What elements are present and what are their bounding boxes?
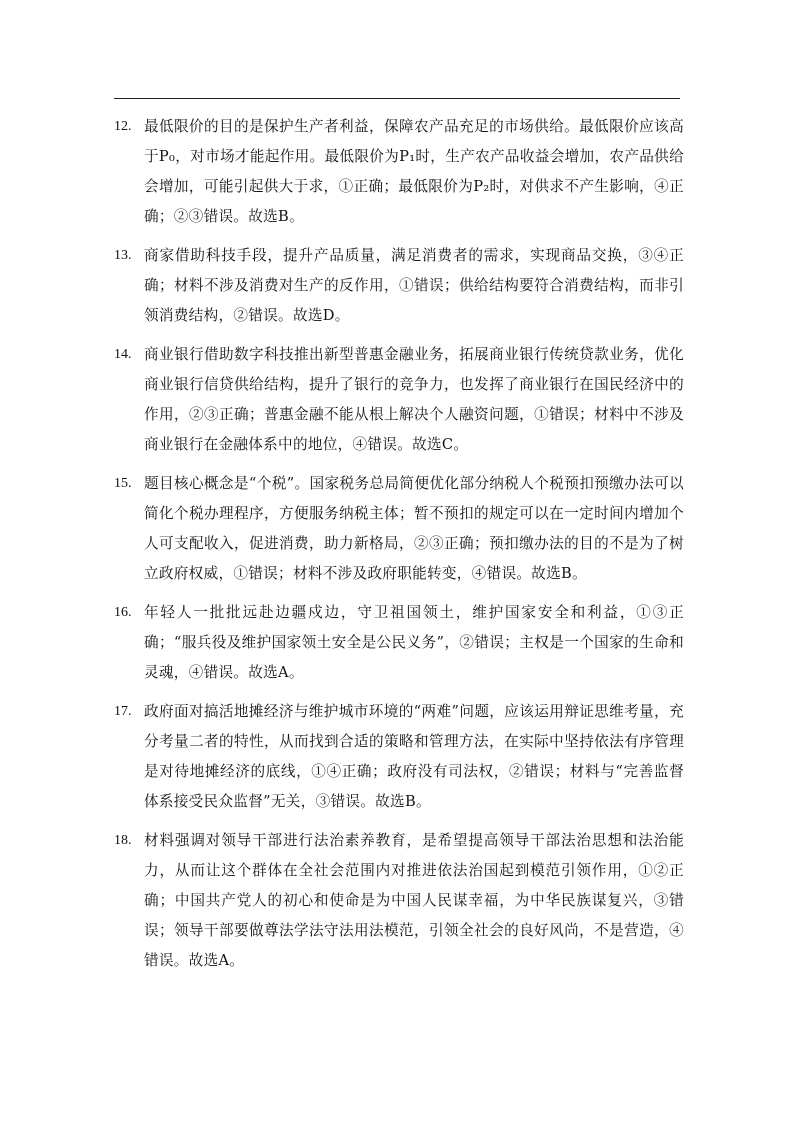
answer-text: 商家借助科技手段，提升产品质量，满足消费者的需求，实现商品交换，③④正确；材料不涉及消费对生产的反作用，①错误；供给结构要符合消费结构，而非引领消费结构，②错误。故选D。 bbox=[144, 247, 684, 324]
answer-text: 商业银行借助数字科技推出新型普惠金融业务，拓展商业银行传统贷款业务，优化商业银行信贷供给结构，提升了银行的竞争力，也发挥了商业银行在国民经济中的作用，②③正确；普惠金融不能从根上解决个人融资问题，①错误；材料中不涉及商业银行在金融体系中的地位，④错误。故选C。 bbox=[144, 346, 684, 453]
answer-item-17 bbox=[114, 697, 684, 817]
answer-item-18 bbox=[114, 826, 684, 976]
answer-item-12 bbox=[114, 112, 684, 232]
answer-item-13 bbox=[114, 241, 684, 331]
answer-number: 12. bbox=[114, 119, 132, 134]
answer-number: 18. bbox=[114, 833, 132, 848]
answer-item-15 bbox=[114, 469, 684, 589]
answer-number: 16. bbox=[114, 605, 132, 620]
answer-number: 17. bbox=[114, 704, 132, 719]
answer-text: 题目核心概念是“个税”。国家税务总局简便优化部分纳税人个税预扣预缴办法可以简化个税办理程序，方便服务纳税主体；暂不预扣的规定可以在一定时间内增加个人可支配收入，促进消费，助力新格局，②③正确；预扣缴办法的目的不是为了树立政府权威，①错误；材料不涉及政府职能转变，④错误。故选B。 bbox=[144, 475, 684, 582]
header-rule bbox=[114, 98, 680, 99]
answer-item-16 bbox=[114, 598, 684, 688]
answer-number: 14. bbox=[114, 347, 132, 362]
answer-text: 最低限价的目的是保护生产者利益，保障农产品充足的市场供给。最低限价应该高于P₀，对市场才能起作用。最低限价为P₁时，生产农产品收益会增加，农产品供给会增加，可能引起供大于求，①正确；最低限价为P₂时，对供求不产生影响，④正确；②③错误。故选B。 bbox=[144, 118, 684, 225]
answer-list bbox=[114, 112, 684, 985]
answer-text: 年轻人一批批远赴边疆戍边，守卫祖国领土，维护国家安全和利益，①③正确；“服兵役及维护国家领土安全是公民义务”，②错误；主权是一个国家的生命和灵魂，④错误。故选A。 bbox=[144, 604, 684, 681]
answer-number: 13. bbox=[114, 248, 132, 263]
answer-number: 15. bbox=[114, 476, 132, 491]
answer-text: 政府面对搞活地摊经济与维护城市环境的“两难”问题，应该运用辩证思维考量，充分考量二者的特性，从而找到合适的策略和管理方法，在实际中坚持依法有序管理是对待地摊经济的底线，①④正确；政府没有司法权，②错误；材料与“完善监督体系接受民众监督”无关，③错误。故选B。 bbox=[144, 703, 684, 810]
answer-item-14 bbox=[114, 340, 684, 460]
answer-text: 材料强调对领导干部进行法治素养教育，是希望提高领导干部法治思想和法治能力，从而让这个群体在全社会范围内对推进依法治国起到模范引领作用，①②正确；中国共产党人的初心和使命是为中国人民谋幸福，为中华民族谋复兴，③错误；领导干部要做尊法学法守法用法模范，引领全社会的良好风尚，不是营造，④错误。故选A。 bbox=[144, 832, 684, 969]
